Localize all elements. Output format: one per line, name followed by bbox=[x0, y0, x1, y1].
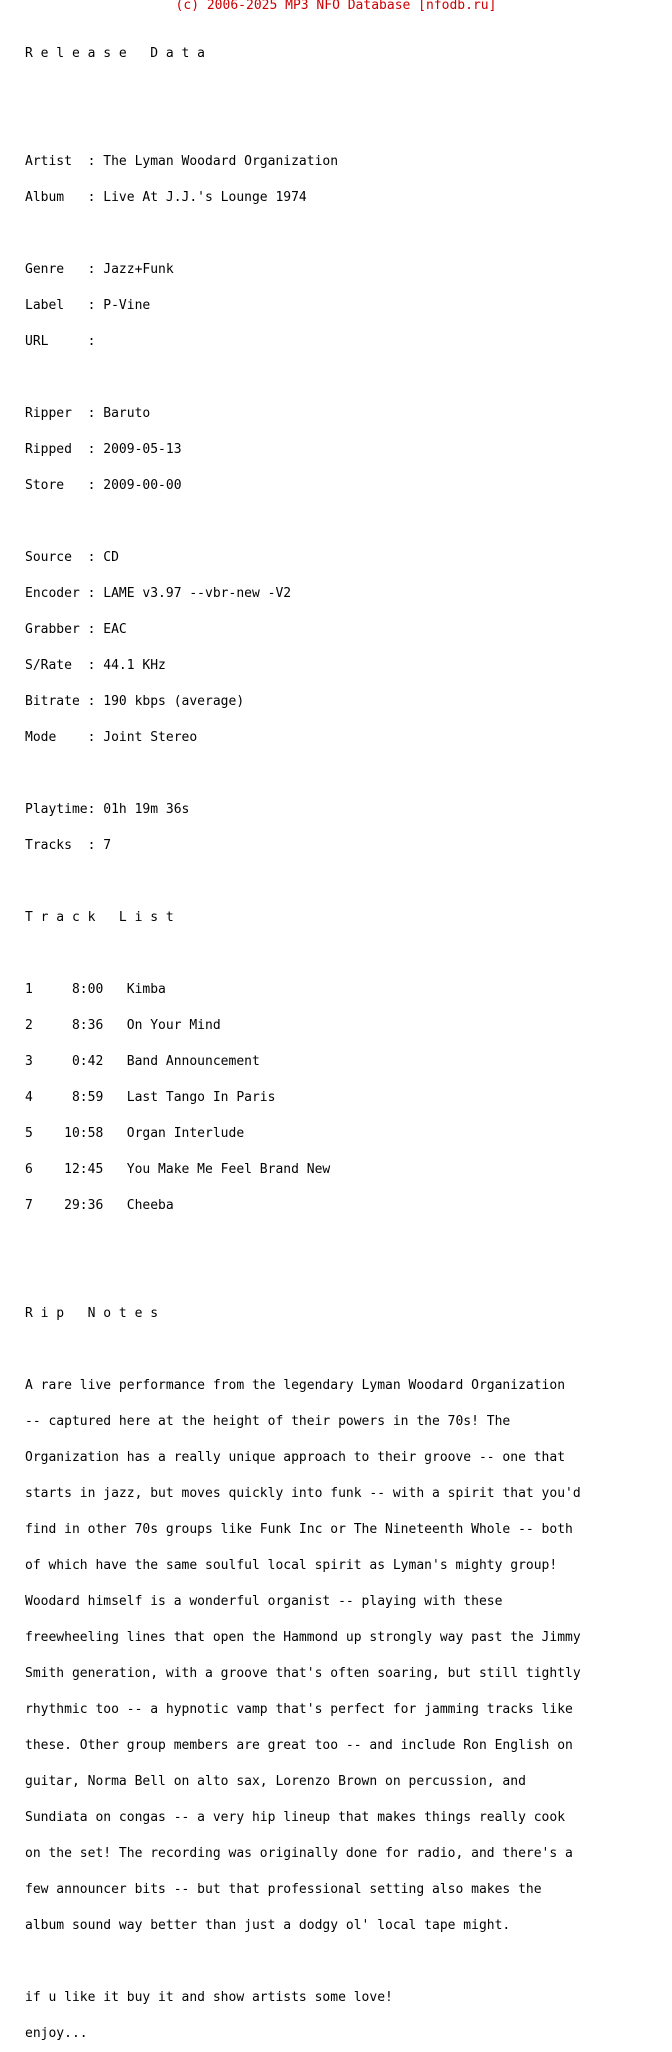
source-field: Source : CD bbox=[25, 550, 119, 565]
track-row: 2 8:36 On Your Mind bbox=[25, 1018, 221, 1033]
srate-field: S/Rate : 44.1 KHz bbox=[25, 658, 166, 673]
playtime-field: Playtime: 01h 19m 36s bbox=[25, 802, 190, 817]
label-field: Label : P-Vine bbox=[25, 298, 151, 313]
rip-notes-line: album sound way better than just a dodgy ol' local tape might. bbox=[25, 1918, 511, 1933]
grabber-field: Grabber : EAC bbox=[25, 622, 127, 637]
rip-notes-line: rhythmic too -- a hypnotic vamp that's perfect for jamming tracks like bbox=[25, 1702, 573, 1717]
rip-notes-line: Sundiata on congas -- a very hip lineup that makes things really cook bbox=[25, 1810, 566, 1825]
genre-field: Genre : Jazz+Funk bbox=[25, 262, 174, 277]
closing-line: if u like it buy it and show artists some love! bbox=[25, 1990, 393, 2005]
closing-line: enjoy... bbox=[25, 2026, 88, 2041]
track-row: 1 8:00 Kimba bbox=[25, 982, 166, 997]
track-row: 5 10:58 Organ Interlude bbox=[25, 1126, 245, 1141]
rip-notes-line: guitar, Norma Bell on alto sax, Lorenzo Brown on percussion, and bbox=[25, 1774, 526, 1789]
url-field: URL : bbox=[25, 334, 96, 349]
tracks-field: Tracks : 7 bbox=[25, 838, 112, 853]
rip-notes-line: Woodard himself is a wonderful organist -- playing with these bbox=[25, 1594, 503, 1609]
track-row: 4 8:59 Last Tango In Paris bbox=[25, 1090, 276, 1105]
track-row: 7 29:36 Cheeba bbox=[25, 1198, 174, 1213]
nfo-document bbox=[25, 24, 581, 2052]
store-field: Store : 2009-00-00 bbox=[25, 478, 182, 493]
rip-notes-line: of which have the same soulful local spirit as Lyman's mighty group! bbox=[25, 1558, 558, 1573]
rip-notes-line: these. Other group members are great too -- and include Ron English on bbox=[25, 1738, 573, 1753]
album-field: Album : Live At J.J.'s Lounge 1974 bbox=[25, 190, 307, 205]
track-row: 3 0:42 Band Announcement bbox=[25, 1054, 260, 1069]
artist-field: Artist : The Lyman Woodard Organization bbox=[25, 154, 339, 169]
encoder-field: Encoder : LAME v3.97 --vbr-new -V2 bbox=[25, 586, 292, 601]
release-data-heading: R e l e a s e D a t a bbox=[25, 46, 206, 61]
mode-field: Mode : Joint Stereo bbox=[25, 730, 198, 745]
copyright-header: (c) 2006-2025 MP3 NFO Database [nfodb.ru] bbox=[175, 0, 497, 13]
rip-notes-line: find in other 70s groups like Funk Inc or The Nineteenth Whole -- both bbox=[25, 1522, 573, 1537]
ripper-field: Ripper : Baruto bbox=[25, 406, 151, 421]
rip-notes-line: -- captured here at the height of their powers in the 70s! The bbox=[25, 1414, 511, 1429]
rip-notes-line: Smith generation, with a groove that's often soaring, but still tightly bbox=[25, 1666, 581, 1681]
rip-notes-line: A rare live performance from the legendary Lyman Woodard Organization bbox=[25, 1378, 566, 1393]
rip-notes-line: on the set! The recording was originally done for radio, and there's a bbox=[25, 1846, 573, 1861]
track-list-heading: T r a c k L i s t bbox=[25, 910, 174, 925]
track-row: 6 12:45 You Make Me Feel Brand New bbox=[25, 1162, 331, 1177]
rip-notes-line: few announcer bits -- but that professional setting also makes the bbox=[25, 1882, 542, 1897]
rip-notes-heading: R i p N o t e s bbox=[25, 1306, 159, 1321]
bitrate-field: Bitrate : 190 kbps (average) bbox=[25, 694, 245, 709]
ripped-field: Ripped : 2009-05-13 bbox=[25, 442, 182, 457]
rip-notes-line: starts in jazz, but moves quickly into funk -- with a spirit that you'd bbox=[25, 1486, 581, 1501]
rip-notes-line: Organization has a really unique approach to their groove -- one that bbox=[25, 1450, 566, 1465]
rip-notes-line: freewheeling lines that open the Hammond up strongly way past the Jimmy bbox=[25, 1630, 581, 1645]
